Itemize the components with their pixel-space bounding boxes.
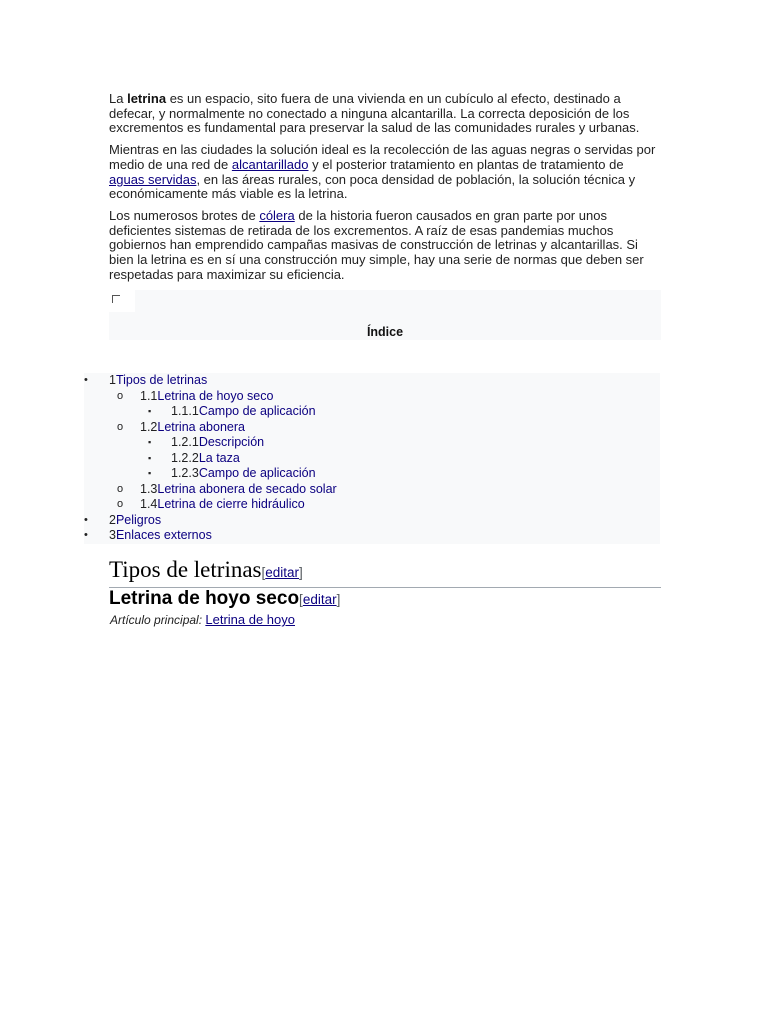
toc-item-text[interactable]: Tipos de letrinas [115,373,208,387]
toc-item-number: 1.4 [140,497,158,511]
section-edit-link-wrapper [262,565,303,580]
link-aguas-servidas[interactable]: aguas servidas [109,171,197,187]
toc-item[interactable] [84,497,660,513]
toc-item-label[interactable] [171,466,316,482]
toc-item-text[interactable]: Letrina abonera [157,419,245,434]
bullet-circle-icon: o [117,482,124,495]
bullet-square-icon: ▪ [148,406,152,416]
toc-item-text[interactable]: Descripción [198,435,265,449]
toc-item-number: 1.2.2 [171,450,199,465]
bullet-disc-icon: • [84,374,88,386]
bullet-square-icon: ▪ [148,437,152,447]
toc-item-label[interactable] [109,513,161,529]
edit-bracket-open: [ [261,565,266,580]
toc-item[interactable] [84,513,660,529]
toc-item-text[interactable]: Peligros [115,512,162,527]
edit-bracket-open: [ [299,592,303,607]
toc-item-text[interactable]: Letrina de hoyo seco [157,388,274,403]
intro-p1-rest: es un espacio, sito fuera de una vivienda en un cubículo al efecto, destinado a defecar, y normalmente no conectado a ninguna alcantarilla. La correcta deposición de los excrementos es fundamental para preservar la salud de las comunidades rurales y urbanas. [109,91,640,136]
toc-item-label[interactable] [140,497,305,513]
toc-toggle-checkbox[interactable] [109,290,135,312]
link-letrina-de-hoyo[interactable]: Letrina de hoyo [205,612,295,627]
toc-item-number: 2 [109,512,116,527]
toc-item-text[interactable]: Letrina abonera de secado solar [157,481,337,496]
toc-list [84,373,660,544]
bullet-circle-icon: o [117,389,124,402]
toc-item-text[interactable]: Campo de aplicación [198,466,316,480]
toc-item-text[interactable]: La taza [198,450,240,465]
bullet-square-icon: ▪ [148,452,152,463]
section-edit-link[interactable]: editar [265,565,300,580]
toc-item-label[interactable] [140,420,245,436]
toc-item-label[interactable] [140,389,273,405]
bullet-circle-icon: o [117,498,124,510]
bullet-disc-icon: • [84,513,88,526]
toc-title: Índice [366,325,404,340]
toc-item-label[interactable] [171,451,240,467]
toc-item-number: 1.3 [140,481,158,496]
bullet-square-icon: ▪ [148,468,152,478]
hatnote-prefix: Artículo principal: [110,613,206,627]
toc-item-label[interactable] [109,373,207,389]
toc-item-number: 1.2 [140,419,158,434]
section-heading-tipos-de-letrinas [109,556,661,588]
term-letrina: letrina [127,91,167,106]
toc-item[interactable] [84,404,660,420]
link-colera[interactable]: cólera [259,207,295,223]
toc-item-label[interactable] [109,528,212,544]
hatnote [110,612,295,627]
intro-p2-a: Mientras en las ciudades la solución ideal es la recolección de las aguas negras o servidas por medio de una red de [109,142,656,172]
intro-paragraph-2 [109,143,661,202]
toc-item-number: 1.1.1 [171,404,199,418]
toc-item-number: 1.2.3 [171,466,199,480]
intro-p2-c: , en las áreas rurales, con poca densidad de población, la solución técnica y económicamente más viable es la letrina. [109,171,636,202]
intro-p1-prefix: La [109,91,128,106]
toc-item-number: 1 [109,373,116,387]
subsection-edit-link-wrapper [299,592,340,607]
subsection-heading-letrina-de-hoyo-seco [109,587,340,612]
toc-item-text[interactable]: Campo de aplicación [198,404,316,418]
article-body [109,92,661,340]
subsection-edit-link[interactable]: editar [302,592,337,607]
intro-paragraph-3 [109,209,661,283]
toc-item-label[interactable] [171,435,264,451]
toc-item-text[interactable]: Letrina de cierre hidráulico [157,497,305,511]
bullet-disc-icon: • [84,529,88,541]
intro-p3-a: Los numerosos brotes de [109,207,260,223]
intro-p3-b: de la historia fueron causados en gran parte por unos deficientes sistemas de retirada de los excrementos. A raíz de esas pandemias muchos gobiernos han emprendido campañas masivas de construcción de letrinas y alcantarillas. Si bien la letrina es en sí una construcción muy simple, hay una serie de normas que deben ser respetadas para maximizar su eficiencia. [109,207,644,282]
toc-item[interactable] [84,528,660,544]
toc-item-label[interactable] [140,482,337,498]
toc-item[interactable] [84,389,660,405]
toc-item-text[interactable]: Enlaces externos [115,528,212,542]
toc-item[interactable] [84,466,660,482]
toc-item[interactable] [84,435,660,451]
toc-item[interactable] [84,451,660,467]
bullet-circle-icon: o [117,420,124,433]
intro-paragraph-1 [109,92,661,136]
edit-bracket-close: ] [336,592,341,607]
section-title: Tipos de letrinas [109,557,262,582]
edit-bracket-close: ] [299,565,303,580]
toc-item-number: 3 [109,528,116,542]
subsection-title: Letrina de hoyo seco [109,588,300,609]
toc-header-box [109,290,661,340]
toc-item[interactable] [84,482,660,498]
toc-item-label[interactable] [171,404,316,420]
link-alcantarillado[interactable]: alcantarillado [231,156,309,172]
toc-item[interactable] [84,420,660,436]
toc-item-number: 1.1 [140,388,158,403]
toc-item[interactable] [84,373,660,389]
toc-item-number: 1.2.1 [171,435,199,449]
intro-p2-b: y el posterior tratamiento en plantas de tratamiento de [308,156,624,172]
